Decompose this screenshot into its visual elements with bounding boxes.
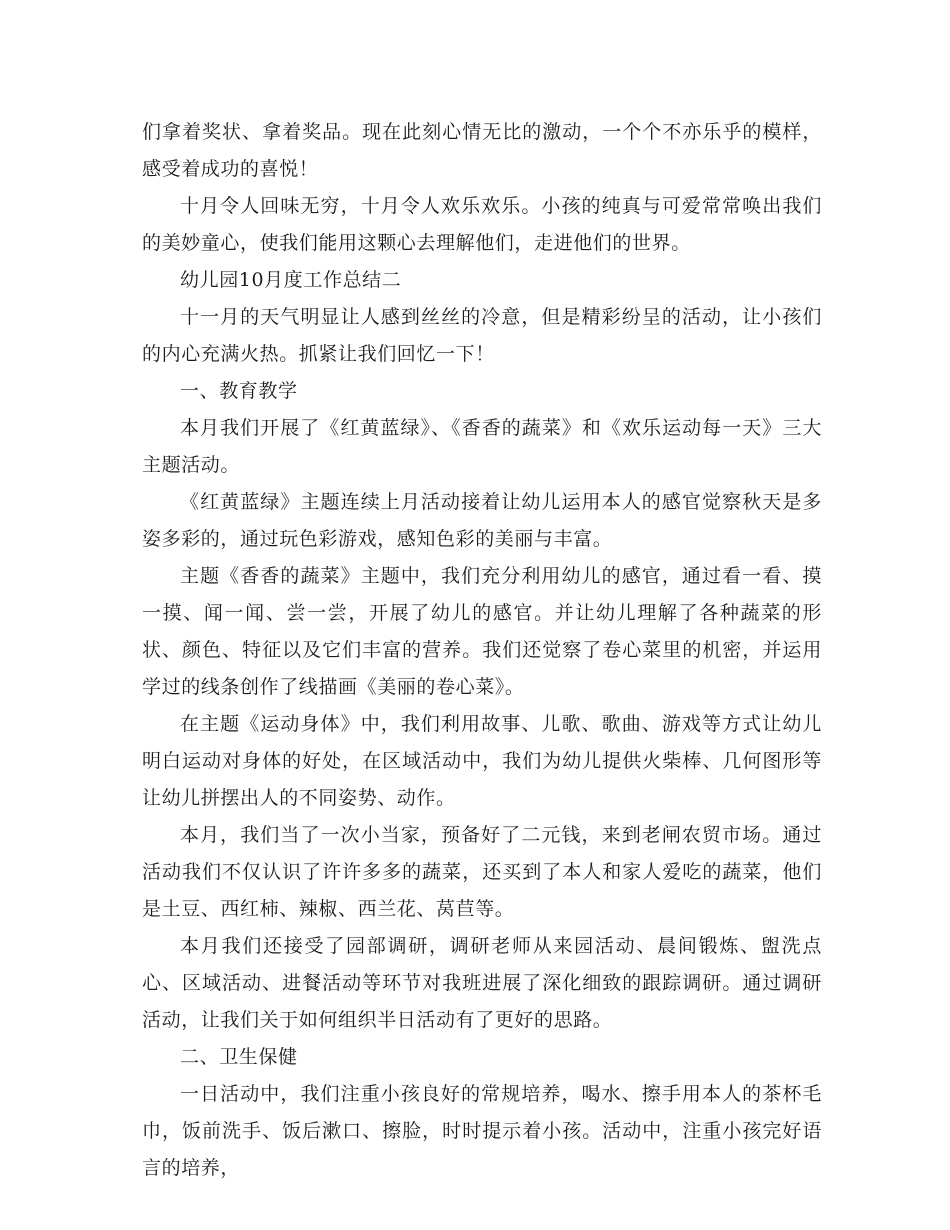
paragraph-market-visit: 本月，我们当了一次小当家，预备好了二元钱，来到老闸农贸市场。通过活动我们不仅认识了许许多多的蔬菜，还买到了本人和家人爱吃的蔬菜，他们是土豆、西红柿、辣椒、西兰花、莴苣等。 [142, 824, 822, 920]
paragraph-october-reflection: 十月令人回味无穷，十月令人欢乐欢乐。小孩的纯真与可爱常常唤出我们的美妙童心，使我们能用这颗心去理解他们，走进他们的世界。 [142, 195, 822, 254]
paragraph-research-visit: 本月我们还接受了园部调研，调研老师从来园活动、晨间锻炼、盥洗点心、区域活动、进餐活动等环节对我班进展了深化细致的跟踪调研。通过调研活动，让我们关于如何组织半日活动有了更好的思路。 [142, 935, 822, 1031]
paragraph-november-intro: 十一月的天气明显让人感到丝丝的冷意，但是精彩纷呈的活动，让小孩们的内心充满火热。抓紧让我们回忆一下！ [142, 306, 822, 365]
paragraph-vegetables-theme: 主题《香香的蔬菜》主题中，我们充分利用幼儿的感官，通过看一看、摸一摸、闻一闻、尝一尝，开展了幼儿的感官。并让幼儿理解了各种蔬菜的形状、颜色、特征以及它们丰富的营养。我们还觉察了卷心菜里的机密，并运用学过的线条创作了线描画《美丽的卷心菜》。 [142, 565, 822, 698]
paragraph-body-movement-theme: 在主题《运动身体》中，我们利用故事、儿歌、歌曲、游戏等方式让幼儿明白运动对身体的好处，在区域活动中，我们为幼儿提供火柴棒、几何图形等让幼儿拼摆出人的不同姿势、动作。 [142, 713, 822, 809]
heading-health-care: 二、卫生保健 [180, 1046, 298, 1068]
document-body [142, 114, 822, 1187]
heading-education: 一、教育教学 [180, 380, 298, 402]
paragraph-colors-theme: 《红黄蓝绿》主题连续上月活动接着让幼儿运用本人的感官觉察秋天是多姿多彩的，通过玩色彩游戏，感知色彩的美丽与丰富。 [142, 491, 822, 550]
section-title-summary-two: 幼儿园10月度工作总结二 [180, 269, 402, 291]
paragraph-three-themes: 本月我们开展了《红黄蓝绿》、《香香的蔬菜》和《欢乐运动每一天》三大主题活动。 [142, 417, 822, 476]
paragraph-daily-routine: 一日活动中，我们注重小孩良好的常规培养，喝水、擦手用本人的茶杯毛巾，饭前洗手、饭后漱口、擦脸，时时提示着小孩。活动中，注重小孩完好语言的培养， [142, 1083, 822, 1179]
paragraph-continuation: 们拿着奖状、拿着奖品。现在此刻心情无比的激动，一个个不亦乐乎的模样，感受着成功的喜悦！ [142, 121, 822, 180]
